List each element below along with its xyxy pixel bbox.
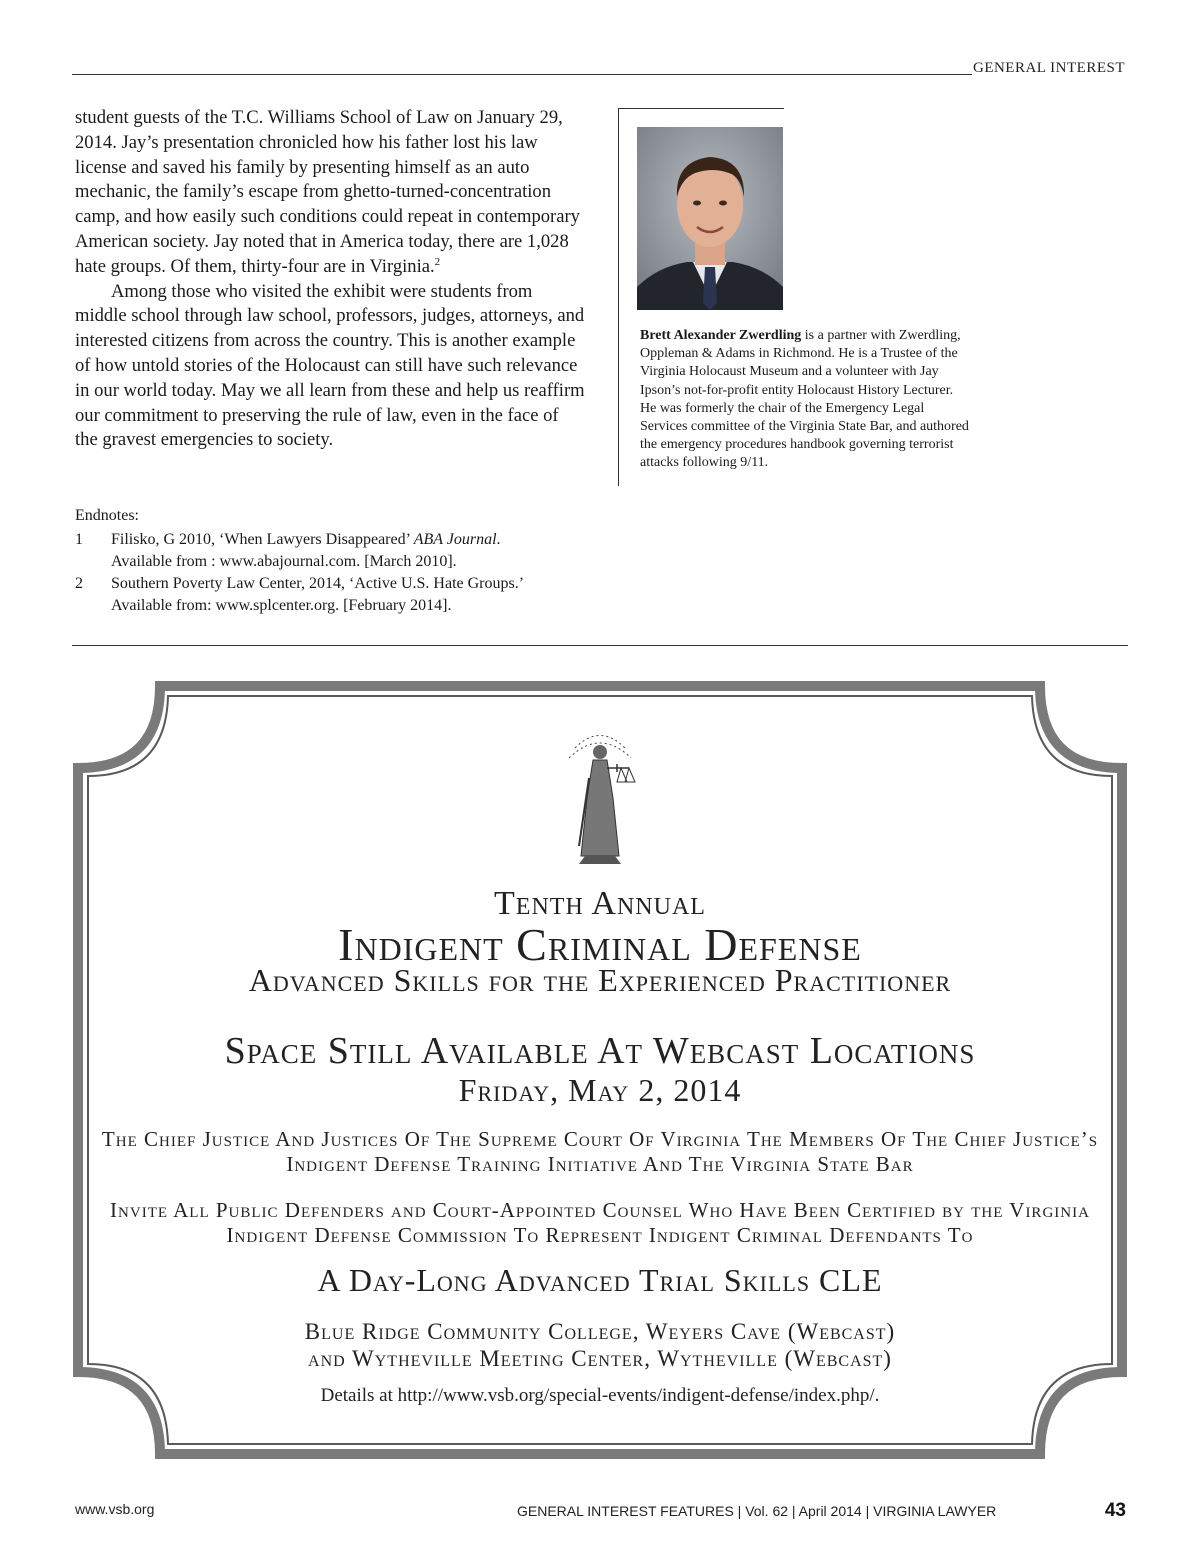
ad-location: Blue Ridge Community College, Weyers Cave (Webcast) (304, 1319, 896, 1344)
ad-locations (86, 1318, 1114, 1372)
endnotes-title: Endnotes: (75, 507, 139, 524)
endnote-journal: ABA Journal (413, 531, 497, 548)
author-name: Brett Alexander Zwerdling (640, 328, 802, 343)
endnote-text (111, 529, 595, 573)
ad-date: Friday, May 2, 2014 (458, 1072, 742, 1108)
article-paragraph (75, 106, 585, 280)
ad-availability: Space Still Available At Webcast Locations (224, 1030, 976, 1072)
endnote-source: Available from: www.splcenter.org. [February 2014]. (111, 597, 452, 614)
endnote-number: 2 (75, 575, 83, 592)
ad-edition: Tenth Annual (494, 885, 706, 922)
endnote-text-part: . (496, 531, 501, 548)
author-portrait (637, 127, 783, 310)
ad-event-name: A Day-Long Advanced Trial Skills CLE (317, 1262, 883, 1298)
author-photo (637, 127, 783, 310)
endnote-source: Available from : www.abajournal.com. [March 2010]. (111, 553, 457, 570)
ad-subtitle: Advanced Skills for the Experienced Practitioner (248, 962, 952, 998)
endnote-text-part: Southern Poverty Law Center, 2014, ‘Active U.S. Hate Groups.’ (111, 575, 525, 592)
paragraph-text: student guests of the T.C. Williams School of Law on January 29, 2014. Jay’s presentation chronicled how his father lost his law license and saved his family by presenting himself as an auto mechanic, the family’s escape from ghetto-turned-concentration camp, and how easily such conditions could repeat in contemporary American society. Jay noted that in America today, there are 1,028 hate groups. Of them, thirty-four are in Virginia. (75, 107, 580, 277)
header-rule (72, 74, 972, 75)
author-box-border (618, 108, 784, 109)
article-body (75, 106, 585, 453)
section-header: GENERAL INTEREST (972, 60, 1125, 76)
section-divider (72, 645, 1128, 646)
article-paragraph: Among those who visited the exhibit were students from middle school through law school, professors, judges, attorneys, and interested citizens from across the country. This is another example of how untold stories of the Holocaust can still have such relevance in our world today. May we all learn from these and help us reaffirm our commitment to preserving the rule of law, even in the face of the gravest emergencies to society. (75, 280, 585, 451)
author-bio-text: is a partner with Zwerdling, Oppleman & Adams in Richmond. He is a Trustee of the Virginia Holocaust Museum and a volunteer with Jay Ipson’s not-for-profit entity Holocaust History Lecturer. He was formerly the chair of the Emergency Legal Services committee of the Virginia State Bar, and authored the emergency procedures handbook governing terrorist attacks following 9/11. (640, 328, 969, 471)
footer-running-title: GENERAL INTEREST FEATURES | Vol. 62 | April 2014 | VIRGINIA LAWYER (517, 1503, 997, 1519)
endnote-item (75, 529, 595, 573)
endnote-text-part: Filisko, G 2010, ‘When Lawyers Disappeared’ (111, 531, 414, 548)
endnote-number: 1 (75, 531, 83, 548)
page-number: 43 (1104, 1500, 1126, 1521)
author-bio (640, 327, 970, 473)
ad-title: Indigent Criminal Defense (338, 919, 862, 970)
ad-hosts: The Chief Justice And Justices Of The Supreme Court Of Virginia The Members Of The Chief Justice’s Indigent Defense Training Initiative And The Virginia State Bar (101, 1127, 1099, 1176)
ad-location: and Wytheville Meeting Center, Wytheville (Webcast) (308, 1346, 892, 1371)
author-box-border (618, 108, 619, 486)
endnote-text (111, 573, 595, 617)
ad-invitation: Invite All Public Defenders and Court-Appointed Counsel Who Have Been Certified by the Virginia Indigent Defense Commission To Represent Indigent Criminal Defendants To (110, 1198, 1090, 1247)
ad-details-link[interactable]: Details at http://www.vsb.org/special-events/indigent-defense/index.php/. (320, 1385, 880, 1406)
endnote-item (75, 573, 595, 617)
footer-website[interactable]: www.vsb.org (75, 1501, 155, 1517)
endnote-ref: 2 (434, 255, 441, 268)
endnotes (75, 505, 595, 617)
lady-justice-icon (555, 728, 645, 868)
